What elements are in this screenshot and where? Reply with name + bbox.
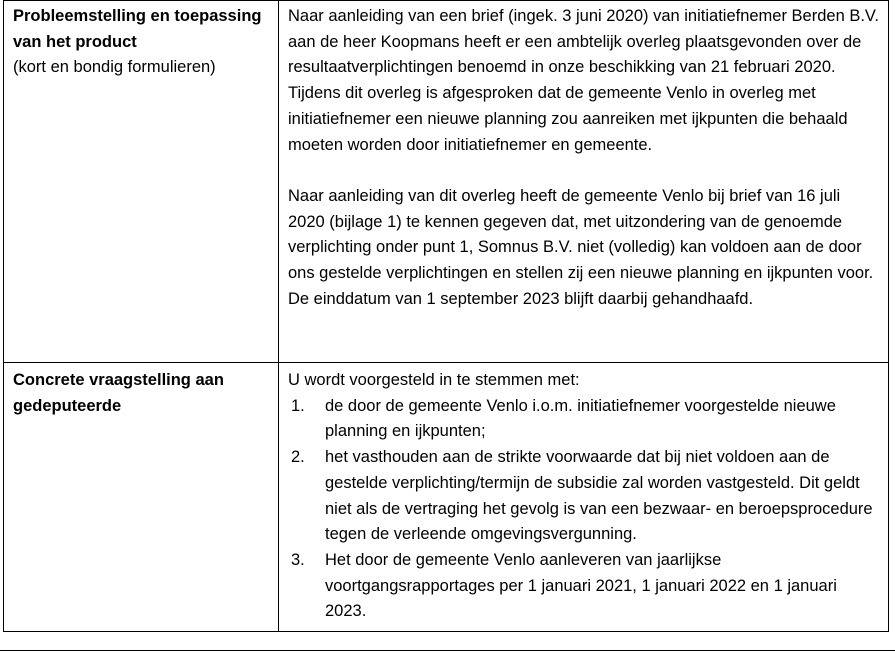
content-cell-question (279, 363, 889, 632)
list-item-number: 3. (291, 550, 305, 569)
list-item (288, 394, 880, 445)
proposal-list (288, 394, 880, 625)
paragraph-1: Naar aanleiding van een brief (ingek. 3 juni 2020) van initiatiefnemer Berden B.V. aan de heer Koopmans heeft er een ambtelijk overleg plaatsgevonden over de resultaatverplichtingen benoemd in onze beschikking van 21 februari 2020. Tijdens dit overleg is afgesproken dat de gemeente Venlo in overleg met initiatiefnemer een nieuwe planning zou aanreiken met ijkpunten die behaald moeten worden door initiatiefnemer en gemeente. (288, 7, 880, 154)
table-row-question (4, 363, 889, 632)
list-item-text: de door de gemeente Venlo i.o.m. initiatiefnemer voorgestelde nieuwe planning en ijkpunten; (325, 396, 836, 441)
content-cell-problem (279, 1, 889, 363)
question-intro: U wordt voorgesteld in te stemmen met: (288, 371, 580, 389)
paragraph-2: Naar aanleiding van dit overleg heeft de gemeente Venlo bij brief van 16 juli 2020 (bijlage 1) te kennen gegeven dat, met uitzondering van de genoemde verplichting onder punt 1, Somnus B.V. niet (volledig) kan voldoen aan de door ons gestelde verplichtingen en stellen zij een nieuwe planning en ijkpunten voor. De einddatum van 1 september 2023 blijft daarbij gehandhaafd. (288, 186, 874, 308)
label-cell-problem (4, 1, 279, 363)
bottom-divider (0, 650, 895, 651)
row-heading-problem: Probleemstelling en toepassing van het product (13, 7, 262, 51)
list-item-text: het vasthouden aan de strikte voorwaarde dat bij niet voldoen aan de gestelde verplichting/termijn de subsidie zal worden vastgesteld. Dit geldt niet als de vertraging het gevolg is van een bezwaar- en beroepsprocedure tegen de verleende omgevingsvergunning. (325, 448, 873, 544)
proposal-table (3, 0, 889, 632)
label-cell-question (4, 363, 279, 632)
list-item (288, 548, 880, 625)
list-item-number: 2. (291, 448, 305, 467)
list-item-number: 1. (291, 396, 305, 415)
row-subheading-problem: (kort en bondig formulieren) (13, 58, 216, 77)
list-item (288, 445, 880, 548)
row-heading-question: Concrete vraagstelling aan gedeputeerde (13, 371, 224, 415)
table-row-problem (4, 1, 889, 363)
list-item-text: Het door de gemeente Venlo aanleveren van jaarlijkse voortgangsrapportages per 1 januari 2021, 1 januari 2022 en 1 januari 2023. (325, 550, 837, 621)
